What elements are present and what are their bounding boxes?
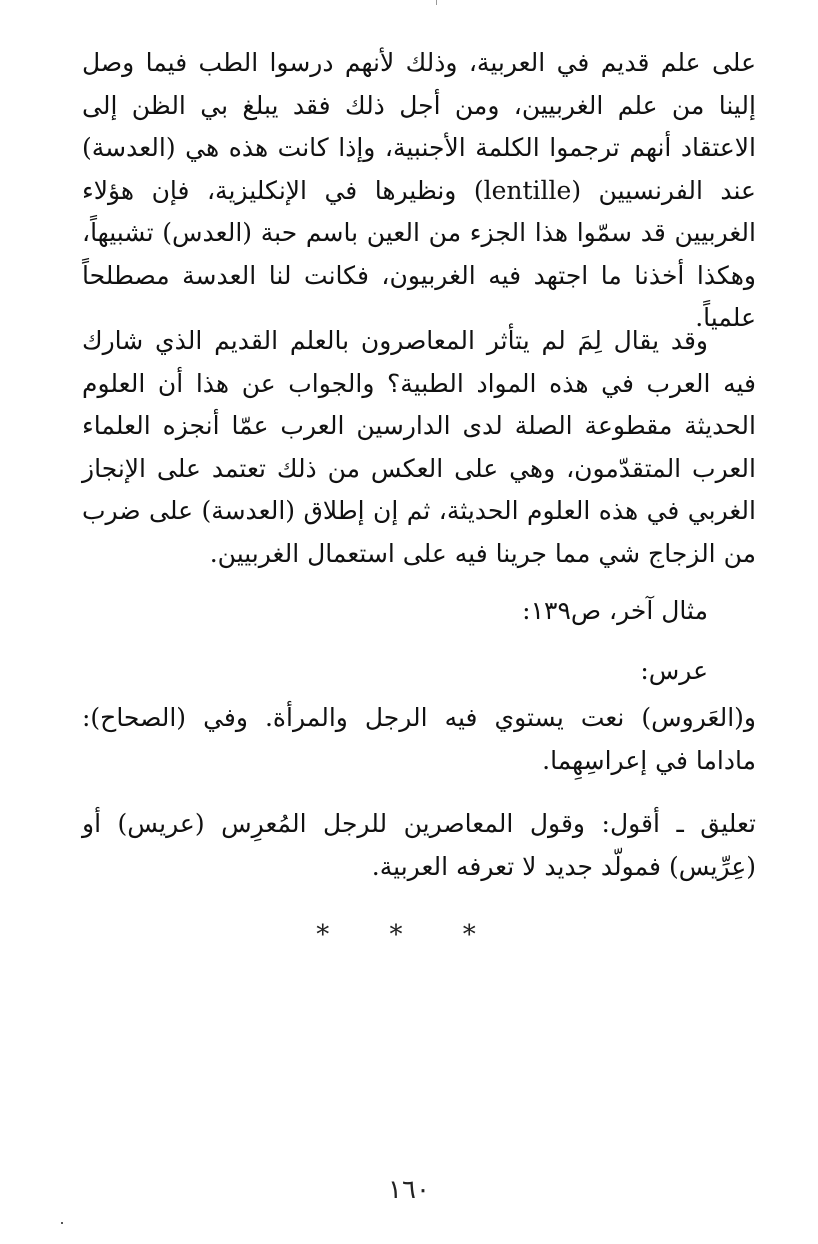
entry-word: عرس: — [640, 656, 708, 685]
paragraph-1: على علم قديم في العربية، وذلك لأنهم درسوا الطب فيما وصل إلينا من علم الغربيين، ومن أجل ذلك فقد يبلغ بي الظن إلى الاعتقاد أنهم ترجموا الكلمة الأجنبية، وإذا كانت هذه هي (العدسة) عند الفرنسيين (lentille) ونظيرها في الإنكليزية، فإن هؤلاء الغربيين قد سمّوا هذا الجزء من العين باسم حبة (العدس) تشبيهاً، وهكذا أخذنا ما اجتهد فيه الغربيون، فكانت لنا العدسة مصطلحاً علمياً. — [82, 48, 756, 332]
page-number: ١٦٠ — [388, 1175, 430, 1205]
section-separator: * * * — [316, 920, 502, 950]
paragraph-comment: تعليق ـ أقول: وقول المعاصرين للرجل المُعرِس (عريس) أو (عِرِّيس) فمولّد جديد لا تعرفه العربية. — [82, 809, 756, 881]
scan-dot — [61, 1222, 63, 1224]
scan-mark — [436, 0, 437, 5]
example-heading: مثال آخر، ص١٣٩: — [522, 596, 708, 625]
paragraph-2: وقد يقال لِمَ لم يتأثر المعاصرون بالعلم القديم الذي شارك فيه العرب في هذه المواد الطبية؟ والجواب عن هذا أن العلوم الحديثة مقطوعة الصلة لدى الدارسين العرب عمّا أنجزه العلماء العرب المتقدّمون، وهي على العكس من ذلك تعتمد على الإنجاز الغربي في هذه العلوم الحديثة، ثم إن إطلاق (العدسة) على ضرب من الزجاج شي مما جرينا فيه على استعمال الغربيين. — [82, 326, 756, 568]
paragraph-definition: و(العَروس) نعت يستوي فيه الرجل والمرأة. وفي (الصحاح): ماداما في إعراسِهِما. — [82, 703, 756, 775]
